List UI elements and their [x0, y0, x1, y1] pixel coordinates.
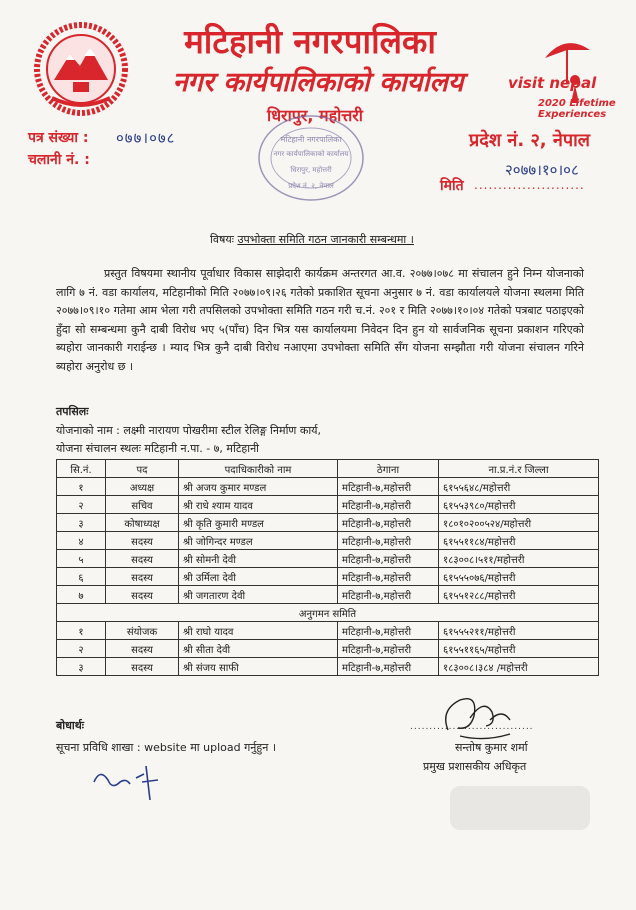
- subject-label: विषयः: [210, 233, 234, 246]
- stamp-line1: मटिहानी नगरपालिका: [280, 135, 342, 144]
- cell-position: सदस्य: [106, 550, 179, 568]
- stamp-line3: धिरापुर, महोत्तरी: [290, 166, 332, 174]
- table-row: [57, 514, 599, 532]
- ref-number-label: पत्र संख्या :: [28, 130, 89, 146]
- table-row: [57, 532, 599, 550]
- monitoring-committee-title: अनुगमन समिति: [57, 604, 599, 622]
- date-dots: .......................: [474, 178, 585, 192]
- cell-position: सदस्य: [106, 658, 179, 676]
- cell-citizenship: १८०१०२००५२४/महोत्तरी: [439, 514, 599, 532]
- province-text: प्रदेश नं. २, नेपाल: [469, 130, 590, 151]
- nepal-emblem-icon: [30, 20, 132, 118]
- faded-watermark: [440, 778, 600, 838]
- body-paragraph: [56, 265, 584, 376]
- cell-sn: ५: [57, 550, 106, 568]
- municipality-name: मटिहानी नगरपालिका: [184, 22, 436, 61]
- details-label: तपसिलः: [56, 405, 89, 418]
- cell-sn: ४: [57, 532, 106, 550]
- cell-citizenship: ६१५५५२११/महोत्तरी: [439, 622, 599, 640]
- cell-sn: ३: [57, 514, 106, 532]
- cell-name: श्री अजय कुमार मण्डल: [179, 478, 338, 496]
- cell-address: मटिहानी-७,महोत्तरी: [338, 568, 439, 586]
- office-name: नगर कार्यपालिकाको कार्यालय: [172, 67, 464, 98]
- cell-address: मटिहानी-७,महोत्तरी: [338, 622, 439, 640]
- cell-citizenship: ६१५५३९८०/महोत्तरी: [439, 496, 599, 514]
- cell-citizenship: ६१५५६४८/महोत्तरी: [439, 478, 599, 496]
- signature-dots: ................................: [410, 722, 534, 732]
- cell-name: श्री सीता देवी: [179, 640, 338, 658]
- cell-citizenship: ६१५५५०७६/महोत्तरी: [439, 568, 599, 586]
- header-address: ठेगाना: [338, 460, 439, 478]
- date-value: २०७७।१०।०८: [505, 161, 579, 179]
- cell-name: श्री जगतारण देवी: [179, 586, 338, 604]
- stamp-line2: नगर कार्यपालिकाको कार्यालय: [273, 150, 349, 158]
- table-section-row: [57, 604, 599, 622]
- table-row: [57, 622, 599, 640]
- cell-position: सदस्य: [106, 640, 179, 658]
- visit-nepal-year: 2020 Lifetime Experiences: [538, 98, 616, 120]
- header-position: पद: [106, 460, 179, 478]
- committee-table: [56, 459, 599, 676]
- cell-address: मटिहानी-७,महोत्तरी: [338, 496, 439, 514]
- signer-name: सन्तोष कुमार शर्मा: [455, 741, 528, 754]
- cell-citizenship: १८३००८।५११/महोत्तरी: [439, 550, 599, 568]
- cell-citizenship: ६१५५१२८८/महोत्तरी: [439, 586, 599, 604]
- table-row: [57, 478, 599, 496]
- cell-position: सचिव: [106, 496, 179, 514]
- cell-position: सदस्य: [106, 532, 179, 550]
- cell-position: संयोजक: [106, 622, 179, 640]
- cell-sn: १: [57, 622, 106, 640]
- table-row: [57, 658, 599, 676]
- cell-address: मटिहानी-७,महोत्तरी: [338, 478, 439, 496]
- initial-signature: [86, 760, 176, 808]
- header-sn: सि.नं.: [57, 460, 106, 478]
- cell-name: श्री राघो यादव: [179, 622, 338, 640]
- office-location: धिरापुर, महोत्तरी: [267, 106, 363, 125]
- body-text: प्रस्तुत विषयमा स्थानीय पूर्वाधार विकास साझेदारी कार्यक्रम अन्तरगत आ.व. २०७७।०७८ मा संचालन हुने निम्न योजनाको लागि ७ नं. वडा कार्यालय, मटिहानीको मिति २०७७।०९।२६ गतेको प्रकाशित सूचना अनुसार ७ नं. वडा कार्यालयले योजना स्थलमा मिति २०७७।०९।१० गतेमा आम भेला गरी तपसिलको उपभोक्ता समिति गठन गरी च.नं. २०१ र मिति २०७७।१०।०४ गतेको पत्रबाट पठाइएको हुँदा सो सम्बन्धमा कुनै दाबी विरोध भए ५(पाँच) दिन भित्र यस कार्यालयमा निवेदन दिन हुन यो सार्वजनिक सूचना प्रकाशन गरिएको ब्यहोरा जानकारी गराईन्छ । म्याद भित्र कुनै दाबी विरोध नआएमा उपभोक्ता समिति सँग योजना सम्झौता गरी योजना संचालन गरिने ब्यहोरा अनुरोध छ ।: [56, 267, 584, 373]
- cell-address: मटिहानी-७,महोत्तरी: [338, 514, 439, 532]
- cell-position: कोषाध्यक्ष: [106, 514, 179, 532]
- cell-sn: १: [57, 478, 106, 496]
- scheme-name: योजनाको नाम : लक्ष्मी नारायण पोखरीमा स्टील रेलिङ्ग निर्माण कार्य,: [56, 424, 322, 437]
- cell-address: मटिहानी-७,महोत्तरी: [338, 550, 439, 568]
- cell-sn: ७: [57, 586, 106, 604]
- table-row: [57, 550, 599, 568]
- signer-title: प्रमुख प्रशासकीय अधिकृत: [423, 760, 527, 773]
- cell-sn: २: [57, 496, 106, 514]
- cell-citizenship: ६१५५११६५/महोत्तरी: [439, 640, 599, 658]
- table-header-row: [57, 460, 599, 478]
- subject-line: [210, 232, 470, 247]
- cell-address: मटिहानी-७,महोत्तरी: [338, 586, 439, 604]
- bodharth-label: बोधार्थः: [56, 719, 84, 732]
- office-stamp: [255, 112, 367, 204]
- cell-name: श्री कृति कुमारी मण्डल: [179, 514, 338, 532]
- scheme-location: योजना संचालन स्थलः मटिहानी न.पा. - ७, मटिहानी: [56, 442, 260, 455]
- table-row: [57, 568, 599, 586]
- visit-nepal-text: visit nepal: [508, 74, 597, 92]
- cell-sn: २: [57, 640, 106, 658]
- monitoring-members: [57, 622, 599, 676]
- cell-name: श्री संजय साफी: [179, 658, 338, 676]
- ref-number-value: ०७७।०७८: [116, 129, 176, 147]
- cell-position: सदस्य: [106, 586, 179, 604]
- cell-address: मटिहानी-७,महोत्तरी: [338, 658, 439, 676]
- cell-sn: ३: [57, 658, 106, 676]
- header-citizenship: ना.प्र.नं.र जिल्ला: [439, 460, 599, 478]
- table-row: [57, 640, 599, 658]
- cell-position: अध्यक्ष: [106, 478, 179, 496]
- stamp-line4: प्रदेश नं. २, नेपाल: [288, 182, 334, 190]
- committee-members: [57, 478, 599, 604]
- cell-name: श्री सोमनी देवी: [179, 550, 338, 568]
- cell-name: श्री उर्मिला देवी: [179, 568, 338, 586]
- cell-citizenship: १८३००८।३८४ /महोत्तरी: [439, 658, 599, 676]
- cell-address: मटिहानी-७,महोत्तरी: [338, 640, 439, 658]
- dispatch-number-label: चलानी नं. :: [28, 152, 90, 168]
- date-label: मिति: [440, 178, 464, 194]
- header-name: पदाधिकारीको नाम: [179, 460, 338, 478]
- cell-sn: ६: [57, 568, 106, 586]
- table-row: [57, 586, 599, 604]
- subject-text: उपभोक्ता समिति गठन जानकारी सम्बन्धमा ।: [237, 233, 414, 246]
- cell-name: श्री जोगिन्दर मण्डल: [179, 532, 338, 550]
- cell-address: मटिहानी-७,महोत्तरी: [338, 532, 439, 550]
- cell-name: श्री राधे श्याम यादव: [179, 496, 338, 514]
- table-row: [57, 496, 599, 514]
- cell-citizenship: ६१५५११८४/महोत्तरी: [439, 532, 599, 550]
- cell-position: सदस्य: [106, 568, 179, 586]
- it-branch-note: सूचना प्रविधि शाखा : website मा upload गर्नुहुन ।: [56, 741, 276, 754]
